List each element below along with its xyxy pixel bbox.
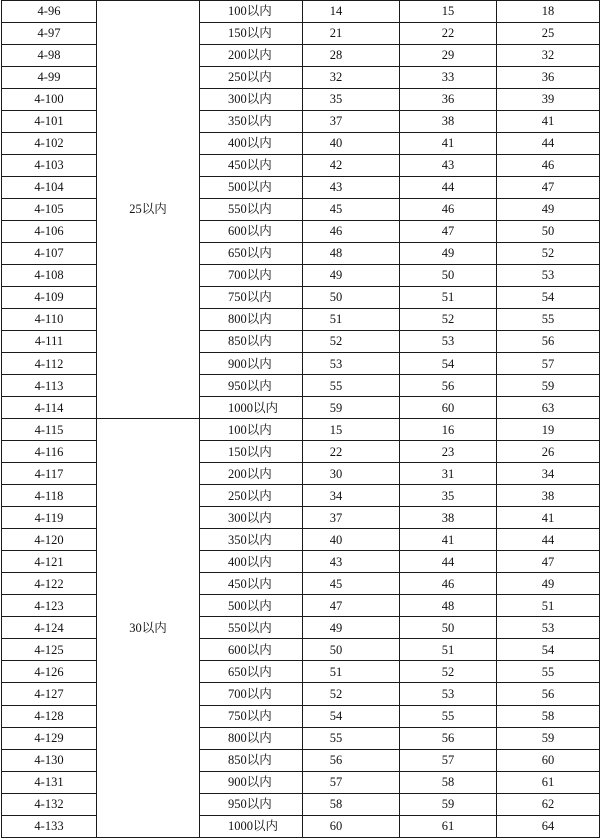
value-cell-2: 43 (400, 155, 497, 177)
item-code-cell: 4-113 (2, 375, 97, 397)
value-cell-1: 52 (303, 683, 400, 705)
table-row (2, 749, 600, 771)
value-cell-2: 38 (400, 507, 497, 529)
value-cell-2: 56 (400, 375, 497, 397)
value-cell-3: 59 (497, 375, 600, 397)
value-cell-3: 58 (497, 705, 600, 727)
value-cell-3: 41 (497, 507, 600, 529)
size-range-cell: 550以内 (200, 199, 303, 221)
item-code-cell: 4-128 (2, 705, 97, 727)
value-cell-2: 58 (400, 771, 497, 793)
value-cell-1: 60 (303, 815, 400, 837)
item-code-cell: 4-129 (2, 727, 97, 749)
item-code-cell: 4-117 (2, 463, 97, 485)
size-range-cell: 200以内 (200, 463, 303, 485)
table-row (2, 771, 600, 793)
value-cell-1: 34 (303, 485, 400, 507)
table-row (2, 485, 600, 507)
value-cell-1: 51 (303, 309, 400, 331)
size-range-cell: 350以内 (200, 529, 303, 551)
quota-table (1, 0, 600, 838)
table-row (2, 639, 600, 661)
table-row (2, 221, 600, 243)
value-cell-2: 56 (400, 727, 497, 749)
value-cell-2: 15 (400, 1, 497, 23)
table-row (2, 309, 600, 331)
value-cell-2: 48 (400, 595, 497, 617)
value-cell-3: 39 (497, 89, 600, 111)
value-cell-2: 53 (400, 331, 497, 353)
value-cell-2: 16 (400, 419, 497, 441)
value-cell-2: 46 (400, 573, 497, 595)
size-range-cell: 250以内 (200, 67, 303, 89)
item-code-cell: 4-106 (2, 221, 97, 243)
table-row (2, 683, 600, 705)
value-cell-3: 49 (497, 573, 600, 595)
item-code-cell: 4-130 (2, 749, 97, 771)
table-row (2, 441, 600, 463)
size-range-cell: 100以内 (200, 1, 303, 23)
size-range-cell: 500以内 (200, 595, 303, 617)
value-cell-3: 61 (497, 771, 600, 793)
item-code-cell: 4-100 (2, 89, 97, 111)
item-code-cell: 4-115 (2, 419, 97, 441)
size-range-cell: 500以内 (200, 177, 303, 199)
size-range-cell: 850以内 (200, 749, 303, 771)
item-code-cell: 4-108 (2, 265, 97, 287)
value-cell-3: 52 (497, 243, 600, 265)
value-cell-1: 40 (303, 133, 400, 155)
size-range-cell: 550以内 (200, 617, 303, 639)
table-row (2, 507, 600, 529)
item-code-cell: 4-97 (2, 23, 97, 45)
table-row (2, 793, 600, 815)
value-cell-1: 32 (303, 67, 400, 89)
item-code-cell: 4-123 (2, 595, 97, 617)
value-cell-3: 50 (497, 221, 600, 243)
value-cell-2: 55 (400, 705, 497, 727)
size-range-cell: 650以内 (200, 243, 303, 265)
value-cell-3: 25 (497, 23, 600, 45)
value-cell-3: 41 (497, 111, 600, 133)
value-cell-2: 52 (400, 309, 497, 331)
value-cell-3: 54 (497, 287, 600, 309)
value-cell-3: 36 (497, 67, 600, 89)
value-cell-3: 64 (497, 815, 600, 837)
value-cell-2: 52 (400, 661, 497, 683)
value-cell-2: 22 (400, 23, 497, 45)
size-range-cell: 650以内 (200, 661, 303, 683)
size-range-cell: 300以内 (200, 507, 303, 529)
size-range-cell: 700以内 (200, 265, 303, 287)
value-cell-3: 44 (497, 529, 600, 551)
size-range-cell: 750以内 (200, 705, 303, 727)
size-range-cell: 350以内 (200, 111, 303, 133)
table-row (2, 89, 600, 111)
table-row (2, 661, 600, 683)
table-row (2, 529, 600, 551)
value-cell-2: 53 (400, 683, 497, 705)
table-row (2, 595, 600, 617)
value-cell-3: 55 (497, 661, 600, 683)
size-range-cell: 250以内 (200, 485, 303, 507)
size-range-cell: 450以内 (200, 573, 303, 595)
item-code-cell: 4-131 (2, 771, 97, 793)
size-range-cell: 900以内 (200, 353, 303, 375)
value-cell-2: 54 (400, 353, 497, 375)
size-range-cell: 400以内 (200, 133, 303, 155)
table-row (2, 111, 600, 133)
table-row (2, 463, 600, 485)
size-range-cell: 900以内 (200, 771, 303, 793)
value-cell-3: 53 (497, 265, 600, 287)
size-range-cell: 600以内 (200, 639, 303, 661)
size-range-cell: 800以内 (200, 309, 303, 331)
value-cell-3: 51 (497, 595, 600, 617)
table-row (2, 45, 600, 67)
item-code-cell: 4-109 (2, 287, 97, 309)
value-cell-2: 50 (400, 265, 497, 287)
value-cell-1: 55 (303, 375, 400, 397)
table-row (2, 705, 600, 727)
value-cell-2: 49 (400, 243, 497, 265)
item-code-cell: 4-116 (2, 441, 97, 463)
value-cell-2: 31 (400, 463, 497, 485)
table-row (2, 815, 600, 837)
value-cell-3: 46 (497, 155, 600, 177)
value-cell-1: 46 (303, 221, 400, 243)
value-cell-2: 44 (400, 177, 497, 199)
value-cell-1: 40 (303, 529, 400, 551)
item-code-cell: 4-120 (2, 529, 97, 551)
group-range-cell: 30以内 (97, 419, 200, 837)
value-cell-3: 32 (497, 45, 600, 67)
value-cell-3: 49 (497, 199, 600, 221)
value-cell-1: 50 (303, 639, 400, 661)
value-cell-1: 55 (303, 727, 400, 749)
size-range-cell: 200以内 (200, 45, 303, 67)
size-range-cell: 950以内 (200, 375, 303, 397)
item-code-cell: 4-110 (2, 309, 97, 331)
value-cell-2: 51 (400, 287, 497, 309)
table-body (2, 1, 600, 838)
table-row (2, 133, 600, 155)
value-cell-3: 34 (497, 463, 600, 485)
value-cell-3: 56 (497, 683, 600, 705)
value-cell-1: 59 (303, 397, 400, 419)
value-cell-1: 30 (303, 463, 400, 485)
item-code-cell: 4-96 (2, 1, 97, 23)
value-cell-2: 60 (400, 397, 497, 419)
size-range-cell: 850以内 (200, 331, 303, 353)
table-row (2, 265, 600, 287)
size-range-cell: 450以内 (200, 155, 303, 177)
value-cell-2: 23 (400, 441, 497, 463)
item-code-cell: 4-112 (2, 353, 97, 375)
size-range-cell: 150以内 (200, 23, 303, 45)
value-cell-3: 63 (497, 397, 600, 419)
value-cell-1: 21 (303, 23, 400, 45)
table-row (2, 331, 600, 353)
value-cell-2: 46 (400, 199, 497, 221)
value-cell-1: 50 (303, 287, 400, 309)
item-code-cell: 4-127 (2, 683, 97, 705)
table-row (2, 199, 600, 221)
value-cell-3: 55 (497, 309, 600, 331)
size-range-cell: 700以内 (200, 683, 303, 705)
value-cell-1: 47 (303, 595, 400, 617)
size-range-cell: 750以内 (200, 287, 303, 309)
value-cell-1: 37 (303, 111, 400, 133)
value-cell-3: 47 (497, 551, 600, 573)
value-cell-1: 43 (303, 551, 400, 573)
value-cell-2: 44 (400, 551, 497, 573)
value-cell-1: 49 (303, 617, 400, 639)
value-cell-3: 53 (497, 617, 600, 639)
table-row (2, 727, 600, 749)
size-range-cell: 400以内 (200, 551, 303, 573)
value-cell-1: 28 (303, 45, 400, 67)
value-cell-2: 50 (400, 617, 497, 639)
value-cell-3: 47 (497, 177, 600, 199)
item-code-cell: 4-118 (2, 485, 97, 507)
table-row (2, 375, 600, 397)
table-row (2, 287, 600, 309)
value-cell-2: 57 (400, 749, 497, 771)
size-range-cell: 300以内 (200, 89, 303, 111)
table-row (2, 617, 600, 639)
item-code-cell: 4-126 (2, 661, 97, 683)
table-row (2, 573, 600, 595)
table-row (2, 67, 600, 89)
group-range-cell: 25以内 (97, 1, 200, 419)
value-cell-3: 18 (497, 1, 600, 23)
table-row (2, 419, 600, 441)
table-row (2, 23, 600, 45)
value-cell-3: 19 (497, 419, 600, 441)
value-cell-1: 57 (303, 771, 400, 793)
value-cell-1: 49 (303, 265, 400, 287)
value-cell-2: 47 (400, 221, 497, 243)
item-code-cell: 4-125 (2, 639, 97, 661)
value-cell-2: 41 (400, 529, 497, 551)
item-code-cell: 4-101 (2, 111, 97, 133)
item-code-cell: 4-132 (2, 793, 97, 815)
item-code-cell: 4-102 (2, 133, 97, 155)
value-cell-1: 15 (303, 419, 400, 441)
item-code-cell: 4-133 (2, 815, 97, 837)
table-row (2, 243, 600, 265)
size-range-cell: 950以内 (200, 793, 303, 815)
size-range-cell: 150以内 (200, 441, 303, 463)
size-range-cell: 1000以内 (200, 815, 303, 837)
item-code-cell: 4-122 (2, 573, 97, 595)
value-cell-1: 53 (303, 353, 400, 375)
item-code-cell: 4-98 (2, 45, 97, 67)
item-code-cell: 4-121 (2, 551, 97, 573)
value-cell-1: 14 (303, 1, 400, 23)
value-cell-1: 48 (303, 243, 400, 265)
table-row (2, 397, 600, 419)
item-code-cell: 4-107 (2, 243, 97, 265)
value-cell-2: 61 (400, 815, 497, 837)
size-range-cell: 1000以内 (200, 397, 303, 419)
item-code-cell: 4-111 (2, 331, 97, 353)
value-cell-3: 54 (497, 639, 600, 661)
value-cell-1: 35 (303, 89, 400, 111)
item-code-cell: 4-105 (2, 199, 97, 221)
item-code-cell: 4-119 (2, 507, 97, 529)
value-cell-2: 59 (400, 793, 497, 815)
value-cell-3: 38 (497, 485, 600, 507)
value-cell-2: 51 (400, 639, 497, 661)
size-range-cell: 800以内 (200, 727, 303, 749)
value-cell-1: 45 (303, 573, 400, 595)
value-cell-3: 56 (497, 331, 600, 353)
value-cell-3: 60 (497, 749, 600, 771)
value-cell-3: 62 (497, 793, 600, 815)
item-code-cell: 4-99 (2, 67, 97, 89)
value-cell-1: 37 (303, 507, 400, 529)
value-cell-1: 42 (303, 155, 400, 177)
value-cell-1: 58 (303, 793, 400, 815)
table-row (2, 1, 600, 23)
item-code-cell: 4-103 (2, 155, 97, 177)
value-cell-3: 59 (497, 727, 600, 749)
item-code-cell: 4-114 (2, 397, 97, 419)
size-range-cell: 600以内 (200, 221, 303, 243)
table-row (2, 551, 600, 573)
value-cell-2: 38 (400, 111, 497, 133)
value-cell-1: 54 (303, 705, 400, 727)
value-cell-1: 45 (303, 199, 400, 221)
value-cell-2: 33 (400, 67, 497, 89)
value-cell-2: 41 (400, 133, 497, 155)
value-cell-1: 56 (303, 749, 400, 771)
table-row (2, 155, 600, 177)
value-cell-1: 22 (303, 441, 400, 463)
value-cell-3: 44 (497, 133, 600, 155)
value-cell-1: 43 (303, 177, 400, 199)
value-cell-2: 35 (400, 485, 497, 507)
value-cell-2: 29 (400, 45, 497, 67)
table-row (2, 177, 600, 199)
value-cell-3: 57 (497, 353, 600, 375)
size-range-cell: 100以内 (200, 419, 303, 441)
item-code-cell: 4-104 (2, 177, 97, 199)
table-row (2, 353, 600, 375)
value-cell-1: 51 (303, 661, 400, 683)
item-code-cell: 4-124 (2, 617, 97, 639)
value-cell-1: 52 (303, 331, 400, 353)
value-cell-2: 36 (400, 89, 497, 111)
value-cell-3: 26 (497, 441, 600, 463)
